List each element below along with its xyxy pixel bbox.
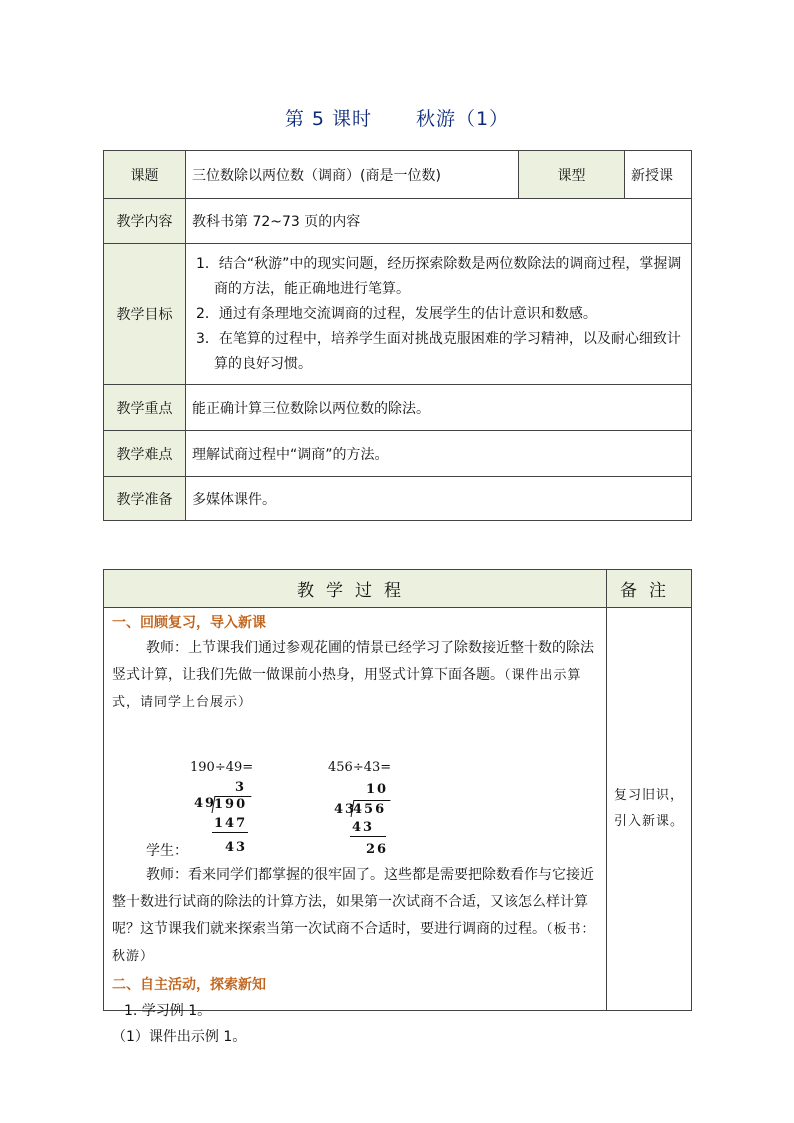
process-header: 教学过程 [104,570,607,608]
goal-item: 3．在笔算的过程中，培养学生面对挑战克服困难的学习精神，以及耐心细致计算的良好习惯。 [196,330,681,372]
topic-label: 课题 [104,151,186,199]
content-value: 教科书第 72~73 页的内容 [186,199,692,244]
div1-quotient: 3 [235,780,247,795]
topic-value: 三位数除以两位数（调商）(商是一位数) [186,151,519,199]
div2-rule [350,836,386,837]
goals-label: 教学目标 [104,244,186,385]
paragraph-transition [112,862,598,970]
lesson-info-table [103,150,692,521]
div2-product: 43 [352,820,375,835]
lesson-topic: 秋游（1） [416,108,510,130]
intro-note: （课件出示算式，请同学上台展示） [112,668,582,710]
difficulty-label: 教学难点 [104,431,186,477]
intro-text: 教师：上节课我们通过参观花圃的情景已经学习了除数接近整十数的除法竖式计算，让我们先做一做课前小热身，用竖式计算下面各题。 [112,640,594,683]
list-item: 1. 学习例 1。 [124,1003,212,1019]
equation-2: 456÷43= [328,760,392,775]
notes-cell [607,608,692,1011]
paragraph-intro [112,635,598,716]
type-label: 课型 [519,151,625,199]
key-label: 教学重点 [104,385,186,431]
section-review-heading: 一、回顾复习，导入新课 [112,615,266,631]
div2-remainder: 26 [366,842,389,857]
div1-divisor: 49 [194,796,217,811]
goal-item: 1．结合“秋游”中的现实问题，经历探索除数是两位数除法的调商过程，掌握调商的方法，能正确地进行笔算。 [196,255,682,297]
type-value: 新授课 [625,151,692,199]
div1-rule [212,832,248,833]
page-title [0,104,794,131]
lesson-number: 第 5 课时 [284,108,373,130]
transition-text: 教师：看来同学们都掌握的很牢固了。这些都是需要把除数看作与它接近整十数进行试商的除法的计算方法，如果第一次试商不合适，又该怎么样计算呢？这节课我们就来探索当第一次试商不合适时，要进行调商的过程。 [112,867,594,937]
note-line: 复习旧识， [613,788,684,803]
difficulty-value: 理解试商过程中“调商”的方法。 [186,431,692,477]
content-label: 教学内容 [104,199,186,244]
prep-label: 教学准备 [104,477,186,521]
div2-dividend: 456 [353,802,387,817]
transition-note: （板书：秋游） [112,922,596,964]
div1-product: 147 [214,816,248,831]
prep-value: 多媒体课件。 [186,477,692,521]
equation-1: 190÷49= [190,760,254,775]
key-value: 能正确计算三位数除以两位数的除法。 [186,385,692,431]
div1-dividend: 190 [214,797,248,812]
notes-header: 备注 [607,570,692,608]
div2-quotient: 10 [366,782,389,797]
note-line: 引入新课。 [613,814,684,829]
div1-remainder: 43 [225,840,248,855]
list-item: （1）课件出示例 1。 [112,1029,247,1045]
div2-divisor: 43 [334,802,357,817]
goals-cell [186,244,692,385]
teaching-process-table [103,569,692,1045]
goal-item: 2．通过有条理地交流调商的过程，发展学生的估计意识和数感。 [196,305,597,322]
section-explore-heading: 二、自主活动，探索新知 [112,977,266,993]
process-body [104,608,607,1045]
student-label: 学生： [146,843,188,859]
